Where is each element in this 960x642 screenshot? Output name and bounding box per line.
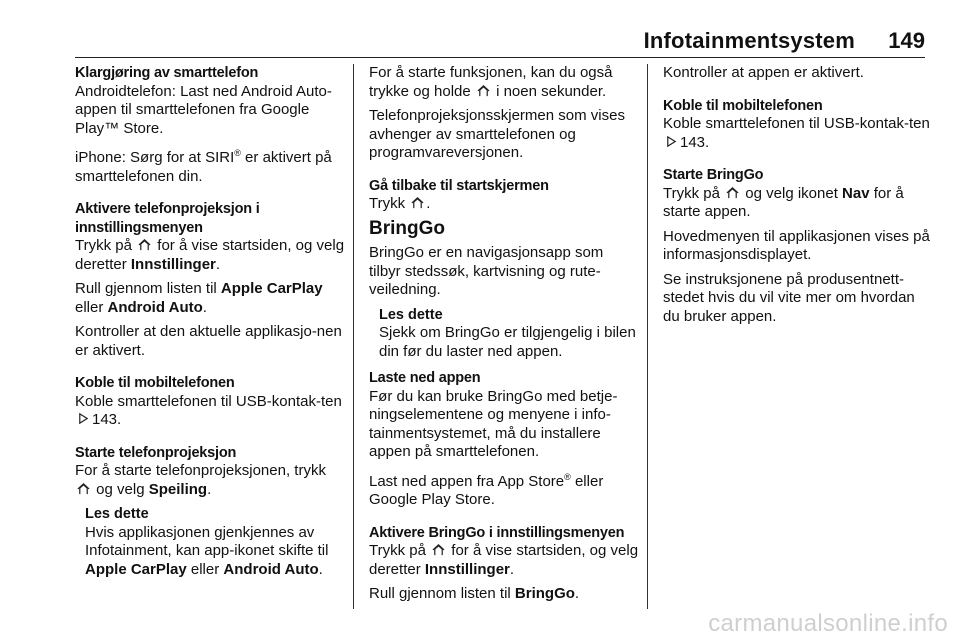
paragraph: Trykk på og velg ikonet Nav for å starte appen.	[663, 184, 904, 220]
paragraph: Trykk på for å vise startsiden, og velg deretter Innstillinger.	[75, 237, 345, 273]
note-box	[85, 505, 345, 579]
paragraph: Hovedmenyen til applikasjonen vises på informasjonsdisplayet.	[663, 227, 930, 263]
paragraph: Se instruksjonene på produsentnett-stedet hvis du vil vite mer om hvordan du bruker appen.	[663, 270, 915, 325]
section-heading: Starte BringGo	[663, 167, 764, 183]
section-heading: Laste ned appen	[369, 370, 481, 386]
section-heading: Aktivere BringGo i innstillingsmenyen	[369, 524, 625, 541]
arrow-reference-icon	[77, 412, 90, 425]
home-icon	[726, 186, 739, 199]
paragraph: Trykk .	[369, 195, 431, 212]
column-divider	[647, 64, 648, 609]
paragraph: BringGo er en navigasjonsapp som tilbyr stedssøk, kartvisning og rute-veiledning.	[369, 244, 604, 298]
home-icon	[477, 84, 490, 97]
paragraph: Telefonprojeksjonsskjermen som vises avhenger av smarttelefonen og programvareversjonen.	[369, 107, 625, 161]
paragraph: Kontroller at appen er aktivert.	[663, 64, 864, 81]
home-icon	[77, 482, 90, 495]
column-divider	[353, 64, 354, 609]
chapter-heading: BringGo	[369, 217, 445, 239]
paragraph: Rull gjennom listen til BringGo.	[369, 585, 580, 602]
column-3	[663, 64, 933, 332]
paragraph: For å starte funksjonen, kan du også trykke og holde i noen sekunder.	[369, 64, 613, 100]
column-2	[369, 64, 639, 610]
section-heading: Gå tilbake til startskjermen	[369, 177, 549, 194]
paragraph: Før du kan bruke BringGo med betje-ningselementene og menyene i info-tainmentsystemet, må du installere appen på smarttelefonen.	[369, 387, 618, 460]
paragraph: For å starte telefonprojeksjonen, trykk og velg Speiling.	[75, 462, 326, 498]
arrow-reference-icon	[665, 135, 678, 148]
page-number: 149	[888, 28, 925, 53]
page-title: Infotainmentsystem	[643, 28, 855, 53]
home-icon	[432, 543, 445, 556]
paragraph: Koble smarttelefonen til USB-kontak-ten 143.	[663, 115, 930, 151]
paragraph: iPhone: Sørg for at SIRI® er aktivert på smarttelefonen din.	[75, 148, 332, 185]
paragraph: Trykk på for å vise startsiden, og velg deretter Innstillinger.	[369, 542, 639, 578]
note-text: Hvis applikasjonen gjenkjennes av Infotainment, kan app-ikonet skifte til Apple CarPlay eller Android Auto.	[85, 523, 329, 578]
paragraph: Last ned appen fra App Store® eller Google Play Store.	[369, 471, 604, 508]
note-heading: Les dette	[379, 306, 443, 323]
section-heading: Koble til mobiltelefonen	[75, 375, 235, 391]
home-icon	[411, 196, 424, 209]
paragraph: Koble smarttelefonen til USB-kontak-ten 143.	[75, 392, 342, 428]
section-heading: Klargjøring av smarttelefon	[75, 65, 259, 81]
paragraph: Androidtelefon: Last ned Android Auto-appen til smarttelefonen fra Google Play™ Store.	[75, 82, 332, 137]
section-heading: Starte telefonprojeksjon	[75, 444, 237, 461]
watermark: carmanualsonline.info	[708, 610, 948, 637]
paragraph: Rull gjennom listen til Apple CarPlay eller Android Auto.	[75, 280, 323, 316]
column-1	[75, 64, 345, 587]
home-icon	[138, 238, 151, 251]
header-rule	[75, 57, 925, 58]
note-box	[379, 306, 639, 362]
note-text: Sjekk om BringGo er tilgjengelig i bilen din før du laster ned appen.	[379, 324, 636, 360]
paragraph: Kontroller at den aktuelle applikasjo-nen er aktivert.	[75, 323, 342, 359]
page-header	[75, 28, 925, 56]
section-heading: Koble til mobiltelefonen	[663, 97, 823, 114]
section-heading: Aktivere telefonprojeksjon i innstillingsmenyen	[75, 201, 260, 236]
note-heading: Les dette	[85, 506, 149, 522]
